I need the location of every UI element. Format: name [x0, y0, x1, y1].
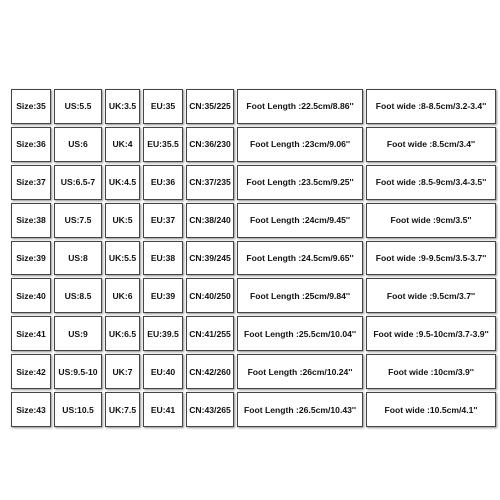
size-cell: Size:43 — [11, 392, 51, 427]
cn-size-cell: CN:35/225 — [186, 89, 234, 124]
eu-size-cell: EU:39 — [143, 278, 183, 313]
foot-length-cell: Foot Length :24.5cm/9.65'' — [237, 241, 363, 276]
cn-size-cell: CN:42/260 — [186, 354, 234, 389]
foot-length-cell: Foot Length :23.5cm/9.25'' — [237, 165, 363, 200]
uk-size-cell: UK:5.5 — [105, 241, 140, 276]
foot-length-cell: Foot Length :23cm/9.06'' — [237, 127, 363, 162]
foot-width-cell: Foot wide :10.5cm/4.1'' — [366, 392, 496, 427]
size-chart-table — [8, 86, 499, 430]
table-row — [11, 392, 496, 427]
us-size-cell: US:8.5 — [54, 278, 102, 313]
foot-width-cell: Foot wide :8-8.5cm/3.2-3.4'' — [366, 89, 496, 124]
foot-length-cell: Foot Length :25.5cm/10.04'' — [237, 316, 363, 351]
cn-size-cell: CN:36/230 — [186, 127, 234, 162]
eu-size-cell: EU:39.5 — [143, 316, 183, 351]
table-row — [11, 203, 496, 238]
size-cell: Size:39 — [11, 241, 51, 276]
foot-width-cell: Foot wide :8.5cm/3.4'' — [366, 127, 496, 162]
size-cell: Size:37 — [11, 165, 51, 200]
foot-width-cell: Foot wide :9.5cm/3.7'' — [366, 278, 496, 313]
us-size-cell: US:6 — [54, 127, 102, 162]
foot-length-cell: Foot Length :26cm/10.24'' — [237, 354, 363, 389]
eu-size-cell: EU:35.5 — [143, 127, 183, 162]
eu-size-cell: EU:40 — [143, 354, 183, 389]
us-size-cell: US:9 — [54, 316, 102, 351]
us-size-cell: US:6.5-7 — [54, 165, 102, 200]
foot-width-cell: Foot wide :8.5-9cm/3.4-3.5'' — [366, 165, 496, 200]
size-cell: Size:42 — [11, 354, 51, 389]
table-row — [11, 316, 496, 351]
uk-size-cell: UK:3.5 — [105, 89, 140, 124]
table-row — [11, 127, 496, 162]
uk-size-cell: UK:5 — [105, 203, 140, 238]
uk-size-cell: UK:4.5 — [105, 165, 140, 200]
eu-size-cell: EU:35 — [143, 89, 183, 124]
cn-size-cell: CN:43/265 — [186, 392, 234, 427]
uk-size-cell: UK:6.5 — [105, 316, 140, 351]
size-cell: Size:40 — [11, 278, 51, 313]
size-cell: Size:36 — [11, 127, 51, 162]
table-row — [11, 165, 496, 200]
us-size-cell: US:10.5 — [54, 392, 102, 427]
uk-size-cell: UK:7.5 — [105, 392, 140, 427]
foot-width-cell: Foot wide :10cm/3.9'' — [366, 354, 496, 389]
table-row — [11, 278, 496, 313]
eu-size-cell: EU:36 — [143, 165, 183, 200]
cn-size-cell: CN:41/255 — [186, 316, 234, 351]
foot-length-cell: Foot Length :22.5cm/8.86'' — [237, 89, 363, 124]
size-cell: Size:35 — [11, 89, 51, 124]
table-row — [11, 354, 496, 389]
foot-width-cell: Foot wide :9.5-10cm/3.7-3.9'' — [366, 316, 496, 351]
size-cell: Size:41 — [11, 316, 51, 351]
size-chart-body — [11, 89, 496, 427]
us-size-cell: US:9.5-10 — [54, 354, 102, 389]
uk-size-cell: UK:6 — [105, 278, 140, 313]
uk-size-cell: UK:4 — [105, 127, 140, 162]
us-size-cell: US:8 — [54, 241, 102, 276]
us-size-cell: US:5.5 — [54, 89, 102, 124]
foot-width-cell: Foot wide :9-9.5cm/3.5-3.7'' — [366, 241, 496, 276]
eu-size-cell: EU:37 — [143, 203, 183, 238]
foot-length-cell: Foot Length :26.5cm/10.43'' — [237, 392, 363, 427]
table-row — [11, 241, 496, 276]
table-row — [11, 89, 496, 124]
cn-size-cell: CN:39/245 — [186, 241, 234, 276]
size-cell: Size:38 — [11, 203, 51, 238]
eu-size-cell: EU:41 — [143, 392, 183, 427]
foot-length-cell: Foot Length :24cm/9.45'' — [237, 203, 363, 238]
eu-size-cell: EU:38 — [143, 241, 183, 276]
uk-size-cell: UK:7 — [105, 354, 140, 389]
cn-size-cell: CN:38/240 — [186, 203, 234, 238]
cn-size-cell: CN:37/235 — [186, 165, 234, 200]
foot-width-cell: Foot wide :9cm/3.5'' — [366, 203, 496, 238]
cn-size-cell: CN:40/250 — [186, 278, 234, 313]
us-size-cell: US:7.5 — [54, 203, 102, 238]
foot-length-cell: Foot Length :25cm/9.84'' — [237, 278, 363, 313]
